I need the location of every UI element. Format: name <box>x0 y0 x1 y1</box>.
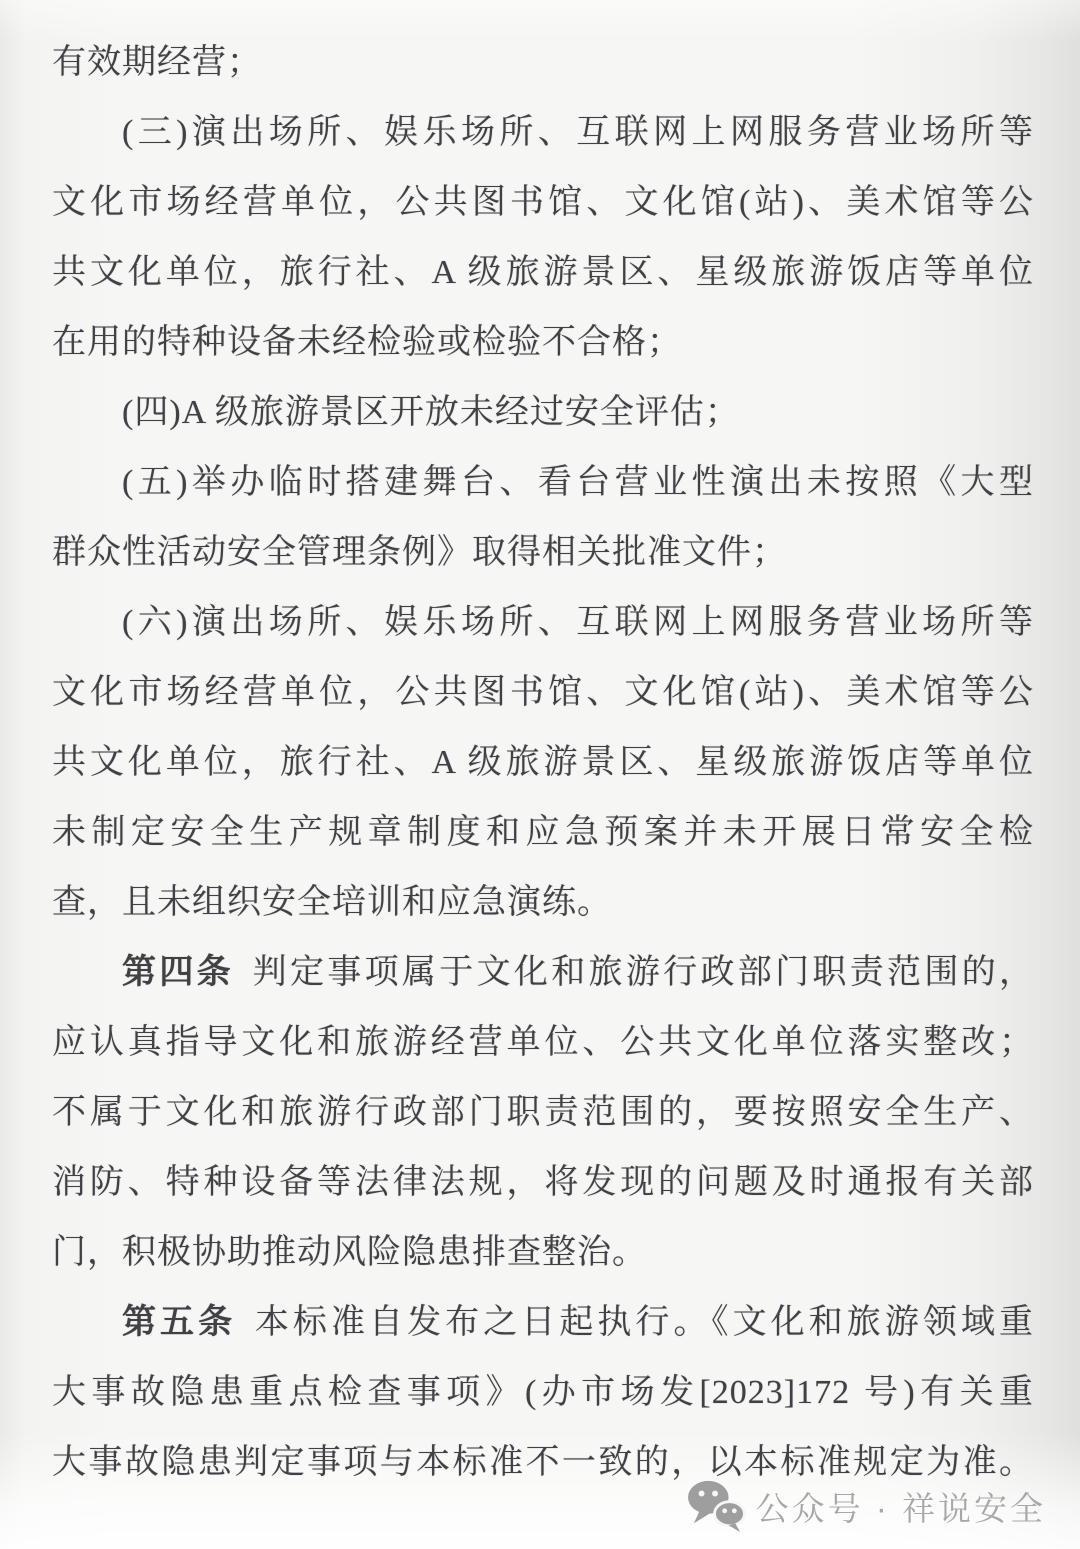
clause-text: 本标准自发布之日起执行。《文化和旅游领域重 <box>254 1304 1034 1341</box>
text-line-article-4 <box>52 938 1034 1008</box>
text-line: (五)举办临时搭建舞台、看台营业性演出未按照《大型 <box>122 464 1034 501</box>
text-line: 大事故隐患判定事项与本标准不一致的，以本标准规定为准。 <box>52 1444 1034 1481</box>
clause-number: 第五条 <box>122 1304 237 1341</box>
text-line: 大事故隐患重点检查事项》(办市场发[2023]172 号)有关重 <box>52 1374 1034 1411</box>
text-line: (六)演出场所、娱乐场所、互联网上网服务营业场所等 <box>122 604 1034 641</box>
text-line: 应认真指导文化和旅游经营单位、公共文化单位落实整改； <box>52 1024 1034 1061</box>
text-line: 有效期经营； <box>52 44 262 81</box>
text-line: 查，且未组织安全培训和应急演练。 <box>52 884 612 921</box>
text-line: 文化市场经营单位，公共图书馆、文化馆(站)、美术馆等公 <box>52 184 1034 221</box>
clause-number: 第四条 <box>122 954 234 991</box>
text-line: (三)演出场所、娱乐场所、互联网上网服务营业场所等 <box>122 114 1034 151</box>
watermark <box>686 1479 1046 1533</box>
text-line: 消防、特种设备等法律法规，将发现的问题及时通报有关部 <box>52 1164 1034 1201</box>
text-line: (四)A 级旅游景区开放未经过安全评估； <box>122 394 740 431</box>
watermark-label: 公众号 · 祥说安全 <box>755 1489 1046 1527</box>
text-line: 不属于文化和旅游行政部门职责范围的，要按照安全生产、 <box>52 1094 1034 1131</box>
text-line: 共文化单位，旅行社、A 级旅游景区、星级旅游饭店等单位 <box>52 254 1034 291</box>
document-body <box>52 28 1034 1498</box>
text-line: 群众性活动安全管理条例》取得相关批准文件； <box>52 534 787 571</box>
text-line: 共文化单位，旅行社、A 级旅游景区、星级旅游饭店等单位 <box>52 744 1034 781</box>
clause-text: 判定事项属于文化和旅游行政部门职责范围的， <box>252 954 1034 991</box>
text-line: 文化市场经营单位，公共图书馆、文化馆(站)、美术馆等公 <box>52 674 1034 711</box>
text-line-article-5 <box>52 1288 1034 1358</box>
text-line: 未制定安全生产规章制度和应急预案并未开展日常安全检 <box>52 814 1034 851</box>
wechat-icon <box>686 1479 746 1533</box>
text-line: 门，积极协助推动风险隐患排查整治。 <box>52 1234 647 1271</box>
text-line: 在用的特种设备未经检验或检验不合格； <box>52 324 682 361</box>
